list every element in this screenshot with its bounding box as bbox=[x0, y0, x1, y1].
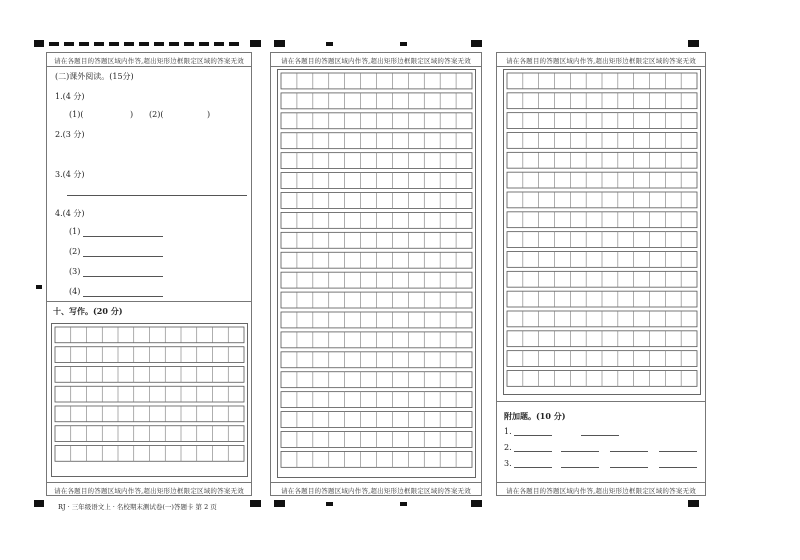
q4-item-1: (1) bbox=[69, 227, 81, 236]
q4-answer-line-3[interactable] bbox=[83, 276, 163, 277]
answer-area-middle bbox=[270, 52, 482, 496]
q1-answer-2-open: (2)( bbox=[149, 110, 164, 119]
notice-bottom: 请在各题目的答题区域内作答,超出矩形边框限定区域的答案无效 bbox=[506, 487, 696, 495]
notice-bottom: 请在各题目的答题区域内作答,超出矩形边框限定区域的答案无效 bbox=[54, 487, 244, 495]
extra-item-1: 1. bbox=[504, 427, 512, 436]
registration-mark-bottom bbox=[471, 500, 482, 507]
timing-mark bbox=[169, 42, 179, 46]
divider bbox=[47, 66, 251, 67]
registration-mark-top bbox=[471, 40, 482, 47]
q1-answer-1-close: ) bbox=[130, 110, 134, 119]
timing-mark bbox=[229, 42, 239, 46]
timing-mark bbox=[184, 42, 194, 46]
question-2-label: 2.(3 分) bbox=[55, 130, 85, 139]
timing-mark bbox=[154, 42, 164, 46]
registration-mark-top-left bbox=[34, 40, 44, 47]
timing-mark bbox=[64, 42, 74, 46]
extra-2-line-4[interactable] bbox=[659, 451, 697, 452]
registration-mark-top bbox=[400, 42, 407, 46]
divider bbox=[271, 482, 481, 483]
divider bbox=[497, 66, 705, 67]
extra-3-line-4[interactable] bbox=[659, 467, 697, 468]
divider bbox=[271, 66, 481, 67]
timing-mark bbox=[139, 42, 149, 46]
q4-answer-line-4[interactable] bbox=[83, 296, 163, 297]
registration-mark-bottom bbox=[326, 502, 333, 506]
writing-grid-right[interactable] bbox=[503, 69, 701, 395]
timing-mark bbox=[199, 42, 209, 46]
registration-mark-top-right bbox=[688, 40, 699, 47]
q4-item-4: (4) bbox=[69, 287, 81, 296]
timing-mark bbox=[79, 42, 89, 46]
timing-mark bbox=[49, 42, 59, 46]
extra-3-line-1[interactable] bbox=[514, 467, 552, 468]
registration-mark-bottom bbox=[274, 500, 285, 507]
timing-mark bbox=[94, 42, 104, 46]
timing-mark bbox=[124, 42, 134, 46]
registration-mark-bottom bbox=[250, 500, 261, 507]
extra-3-line-2[interactable] bbox=[561, 467, 599, 468]
q3-answer-line[interactable] bbox=[67, 195, 247, 196]
divider bbox=[497, 482, 705, 483]
registration-mark-bottom-left bbox=[34, 500, 44, 507]
writing-grid-left[interactable] bbox=[51, 323, 248, 477]
divider bbox=[497, 401, 705, 402]
answer-area-right bbox=[496, 52, 706, 496]
timing-mark bbox=[109, 42, 119, 46]
extra-1-line-2[interactable] bbox=[581, 435, 619, 436]
extra-item-2: 2. bbox=[504, 443, 512, 452]
notice-top: 请在各题目的答题区域内作答,超出矩形边框限定区域的答案无效 bbox=[281, 57, 471, 65]
extra-2-line-1[interactable] bbox=[514, 451, 552, 452]
q4-answer-line-1[interactable] bbox=[83, 236, 163, 237]
question-4-label: 4.(4 分) bbox=[55, 209, 85, 218]
question-1-label: 1.(4 分) bbox=[55, 92, 85, 101]
q1-answer-2-close: ) bbox=[207, 110, 211, 119]
registration-mark-bottom bbox=[400, 502, 407, 506]
registration-mark-top bbox=[326, 42, 333, 46]
q1-answer-1-open: (1)( bbox=[69, 110, 84, 119]
divider bbox=[47, 482, 251, 483]
notice-top: 请在各题目的答题区域内作答,超出矩形边框限定区域的答案无效 bbox=[506, 57, 696, 65]
extra-item-3: 3. bbox=[504, 459, 512, 468]
section-title: (二)课外阅读。(15分) bbox=[55, 72, 134, 81]
q4-answer-line-2[interactable] bbox=[83, 256, 163, 257]
extra-2-line-2[interactable] bbox=[561, 451, 599, 452]
notice-bottom: 请在各题目的答题区域内作答,超出矩形边框限定区域的答案无效 bbox=[281, 487, 471, 495]
page-footer: RJ · 三年级语文上 · 名校期末测试卷(一)答题卡 第 2 页 bbox=[58, 503, 217, 511]
registration-mark-top bbox=[274, 40, 285, 47]
writing-grid-middle[interactable] bbox=[277, 69, 476, 478]
extra-1-line-1[interactable] bbox=[514, 435, 552, 436]
registration-mark-top bbox=[250, 40, 261, 47]
timing-mark bbox=[214, 42, 224, 46]
answer-area-left bbox=[46, 52, 252, 496]
notice-top: 请在各题目的答题区域内作答,超出矩形边框限定区域的答案无效 bbox=[54, 57, 244, 65]
extra-question-title: 附加题。(10 分) bbox=[504, 411, 566, 421]
writing-section-title: 十、写作。(20 分) bbox=[53, 306, 123, 316]
registration-mark-bottom-right bbox=[688, 500, 699, 507]
extra-3-line-3[interactable] bbox=[610, 467, 648, 468]
q4-item-2: (2) bbox=[69, 247, 81, 256]
registration-mark-side bbox=[36, 285, 42, 289]
extra-2-line-3[interactable] bbox=[610, 451, 648, 452]
divider bbox=[47, 301, 251, 302]
question-3-label: 3.(4 分) bbox=[55, 170, 85, 179]
q4-item-3: (3) bbox=[69, 267, 81, 276]
